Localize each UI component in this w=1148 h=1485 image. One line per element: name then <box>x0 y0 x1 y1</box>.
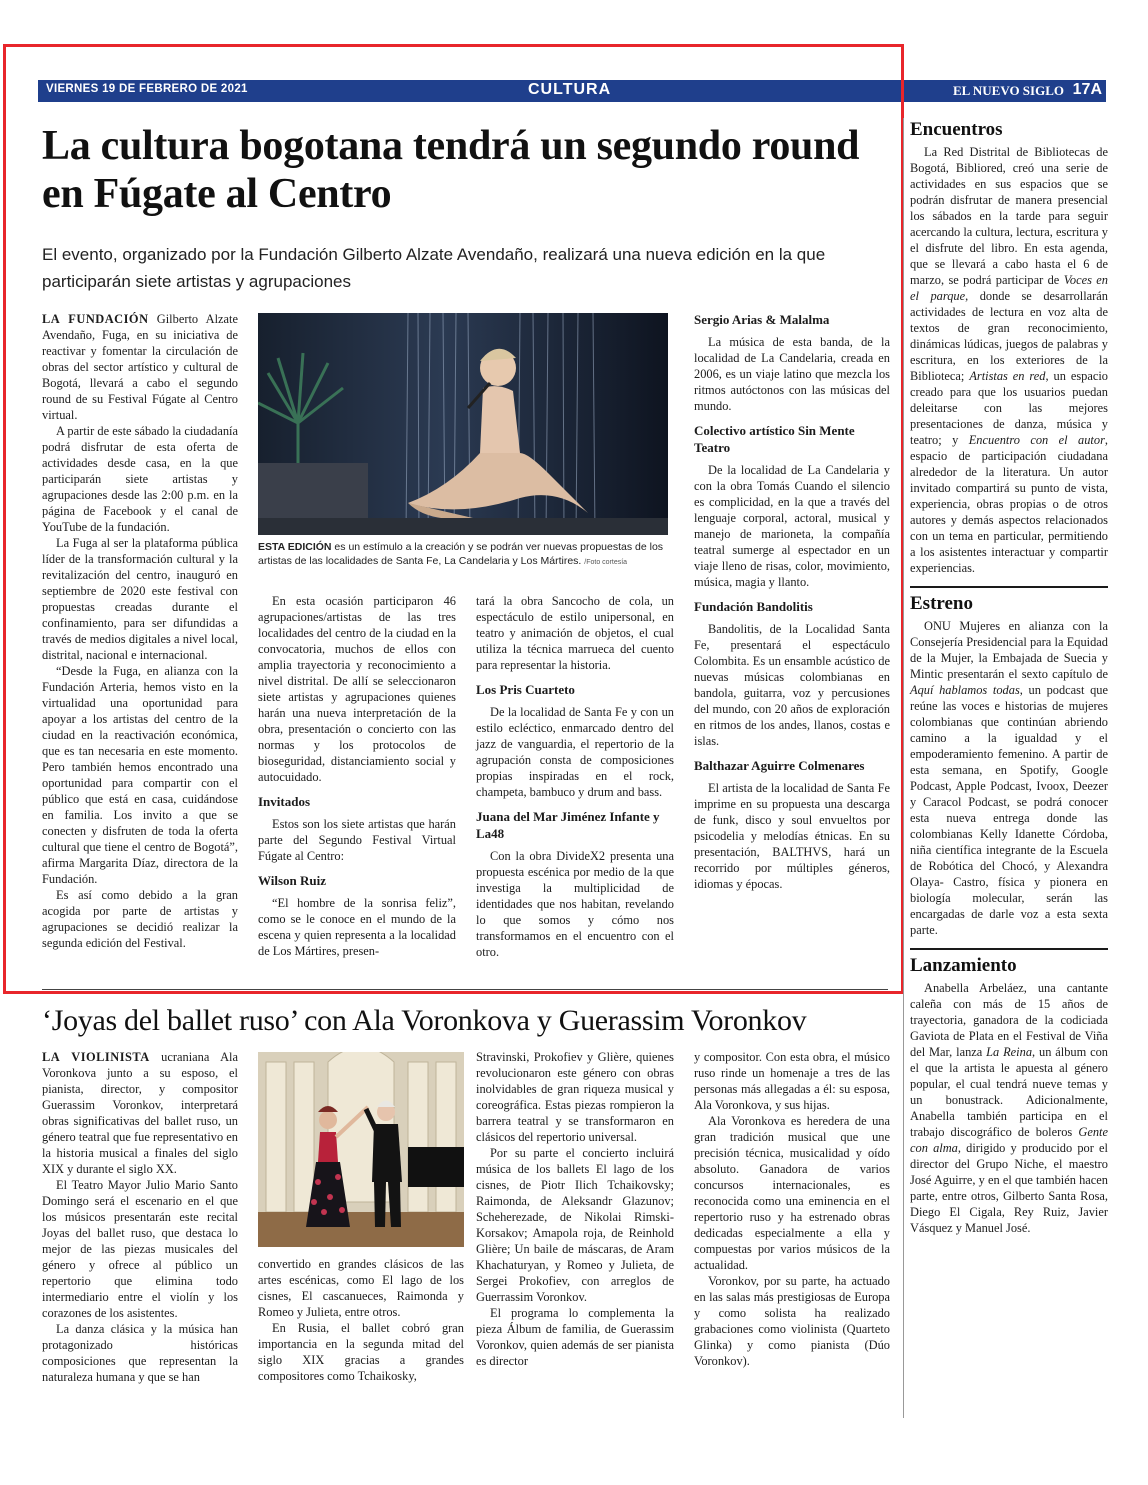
performer-photo <box>258 313 668 535</box>
subheading-colectivo: Colectivo artístico Sin Mente Teatro <box>694 423 855 455</box>
paragraph: En esta ocasión participaron 46 agrupaciones/artistas de las tres localidades del centro de la ciudad en la convocatoria, muchos de ellos con amplia trayectoria y reconocimiento a nivel distrital. De allí se seleccionaron siete artistas y agrupaciones quienes harán una nueva interpretación de la obra, presentación o concierto con las normas y los protocolos de bioseguridad, distanciamiento social y autocuidado. <box>258 594 456 784</box>
paragraph: De la localidad de Santa Fe y con un estilo ecléctico, enmarcado dentro del jazz de vanguardia, el repertorio de la agrupación consta de composiciones propias inspiradas en el rock, champeta, bambuco y drum and bass. <box>476 705 674 799</box>
main-subhead: El evento, organizado por la Fundación Gilberto Alzate Avendaño, realizará una nueva edición en la que participarán siete artistas y agrupaciones <box>42 245 826 291</box>
lead-word: LA FUNDACIÓN <box>42 312 149 326</box>
main-article-col-4 <box>694 311 890 892</box>
paragraph: convertido en grandes clásicos de las artes escénicas, como El lago de los cisnes, El cascanueces, Raimonda y Romeo y Julieta, entre otros. <box>258 1257 464 1319</box>
subheading-bandolitis: Fundación Bandolitis <box>694 599 813 614</box>
paragraph: Stravinski, Prokofiev y Glière, quienes revolucionaron este género con obras inolvidables de gran riqueza musical y coreográfica. Estas piezas rompieron la barrera teatral y se transformaron en clásicos del repertorio universal. <box>476 1050 674 1144</box>
page-number: 17A <box>1072 81 1102 98</box>
sidebar-rule <box>910 586 1108 588</box>
paragraph: ucraniana Ala Voronkova junto a su esposo, el pianista, director, y compositor Guerassim Voronkov, interpretará obras significativas del ballet ruso, un género teatral que fue representativo en la historia musical a finales del siglo XIX y durante el siglo XX. <box>42 1050 238 1176</box>
second-article-col-4 <box>694 1049 890 1369</box>
paragraph: Bandolitis, de la Localidad Santa Fe, presentará el espectáculo Colombita. Es un ensamble acústico de nuevas músicas colombianas en bandola, guitarra, voz y percusiones del mundo, con 20 años de exploración en ritmos de los andes, llanos, costas e islas. <box>694 622 890 748</box>
sidebar-title-encuentros: Encuentros <box>910 119 1003 140</box>
paragraph: y compositor. Con esta obra, el músico ruso rinde un homenaje a tres de las personas más allegadas a él: su esposa, Ala Voronkova, y sus hijas. <box>694 1050 890 1112</box>
paragraph: Es así como debido a la gran acogida por parte de artistas y agrupaciones se decidió realizar la segunda edición del Festival. <box>42 888 238 950</box>
second-article-col-2 <box>258 1256 464 1384</box>
section-name: CULTURA <box>528 81 612 98</box>
paragraph: El artista de la localidad de Santa Fe imprime en su propuesta una descarga de funk, disco y soul envueltos por psicodelia y melodías étnicas. En su presentación, BALTHVS, hará un recorrido por múltiples géneros, idiomas y épocas. <box>694 781 890 891</box>
paragraph: El programa lo complementa la pieza Álbum de familia, de Guerassim Voronkov, quien además de ser pianista es director <box>476 1306 674 1368</box>
subheading-invitados: Invitados <box>258 794 311 809</box>
paragraph: El Teatro Mayor Julio Mario Santo Domingo será el escenario en el que los músicos presentarán este recital Joyas del ballet ruso, que destaca lo mejor de las piezas musicales del género y ofrece al público un repertorio que elimina todo intermediario entre el violín y los corazones de los asistentes. <box>42 1178 238 1320</box>
article-divider <box>42 989 888 990</box>
paragraph: tará la obra Sancocho de cola, un espectáculo de estilo unipersonal, en teatro y animación de objetos, el cual utiliza la técnica marrueca del cuento para representar la historia. <box>476 594 674 672</box>
subheading-wilson-ruiz: Wilson Ruiz <box>258 873 327 888</box>
paragraph: A partir de este sábado la ciudadanía podrá disfrutar de esta oferta de actividades desde casa, en la que participarán siete artistas y agrupaciones desde las 2:00 p.m. en la página de Facebook y el canal de YouTube de la fundación. <box>42 424 238 534</box>
main-article-col-1 <box>42 311 238 951</box>
second-article-col-1 <box>42 1049 238 1385</box>
sidebar-title-lanzamiento: Lanzamiento <box>910 955 1017 976</box>
caption-text: es un estímulo a la creación y se podrán ver nuevas propuestas de los artistas de las localidades de Santa Fe, La Candelaria y Los Mártires. <box>258 541 664 567</box>
paragraph: De la localidad de La Candelaria y con la obra Tomás Cuando el silencio es complicidad, en la que a través del lenguaje corporal, actoral, musical y manejo de marioneta, la compañía teatral sumerge al espectador en un viaje lleno de risas, color, movimiento, música, magia y llanto. <box>694 463 890 589</box>
paragraph: “El hombre de la sonrisa feliz”, como se le conoce en el mundo de la escena y quien representa a la localidad de Los Mártires, presen- <box>258 896 456 958</box>
second-article-col-3 <box>476 1049 674 1369</box>
paragraph: Ala Voronkova es heredera de una gran tradición musical que une precisión técnica, musicalidad y oído absoluto. Ganadora de varios concursos internacionales, es reconocida como una eminencia en el repertorio ruso y ha estrenado obras dedicadas especialmente a ella y compuestas por varios músicos de la actualidad. <box>694 1114 890 1272</box>
sidebar-title-estreno: Estreno <box>910 593 973 614</box>
sidebar-rule <box>910 948 1108 950</box>
caption-lead: ESTA EDICIÓN <box>258 541 332 553</box>
second-headline: ‘Joyas del ballet ruso’ con Ala Voronkova y Guerassim Voronkov <box>42 1004 807 1037</box>
main-article-col-3 <box>476 593 674 960</box>
paragraph: La danza clásica y la música han protagonizado históricas composiciones que representan la naturaleza humana y que se han <box>42 1322 238 1384</box>
paragraph: Con la obra DivideX2 presenta una propuesta escénica por medio de la que investiga la multiplicidad de identidades que nos habitan, revelando lo que somos y cómo nos transformamos en el encuentro con el otro. <box>476 849 674 959</box>
main-article-col-2 <box>258 593 456 959</box>
paragraph: Gilberto Alzate Avendaño, Fuga, en su iniciativa de reactivar y fomentar la circulación de obras del sector artístico y cultural de Bogotá, llevará a cabo el segundo round de su Festival Fúgate al Centro virtual. <box>42 312 238 422</box>
subheading-sergio-arias: Sergio Arias & Malalma <box>694 312 830 327</box>
paragraph: La Fuga al ser la plataforma pública líder de la transformación cultural y la revitalización del centro, inauguró en septiembre de 2020 este festival con propuestas creadas durante el confinamiento, para ser difundidas a través de medios digitales a nivel local, distrital, nacional e internacional. <box>42 536 238 662</box>
main-headline: La cultura bogotana tendrá un segundo round en Fúgate al Centro <box>42 123 860 217</box>
subheading-juana-del-mar: Juana del Mar Jiménez Infante y La48 <box>476 809 660 841</box>
paragraph: Por su parte el concierto incluirá música de los ballets El lago de los cisnes, de Piotr Ilich Tchaikovsky; Raimonda, de Aleksandr Glazunov; Scheherezade, de Nikolai Rimski-Korsakov; Amapola roja, de Reinhold Glière; Un baile de máscaras, de Aram Khachaturyan, y Romeo y Julieta, de Sergei Prokofiev, con arreglos de Guerrassim Voronkov. <box>476 1146 674 1304</box>
photo-credit: /Foto cortesía <box>584 559 628 566</box>
paragraph: En Rusia, el ballet cobró gran importancia en la segunda mitad del siglo XIX gracias a grandes compositores como Tchaikosky, <box>258 1321 464 1383</box>
sidebar-divider <box>903 118 904 1418</box>
subheading-balthazar: Balthazar Aguirre Colmenares <box>694 758 865 773</box>
photo-caption <box>258 540 670 570</box>
paragraph: “Desde la Fuga, en alianza con la Fundación Arteria, hemos visto en la virtualidad una oportunidad para apoyar a los artistas del centro de la ciudad en la reactivación económica, que es tan necesaria en este momento. Pero también hemos encontrado una oportunidad para compartir con el público que está en casa, cuidándose en familia. Los invito a que se conecten y disfruten de toda la oferta cultural que tiene el centro de Bogotá”, afirma Margarita Díaz, directora de la Fundación. <box>42 664 238 886</box>
sidebar-text-estreno: ONU Mujeres en alianza con la Consejería Presidencial para la Equidad de la Mujer, la Embajada de Suecia y Mintic presentarán el sexto capítulo de Aquí hablamos todas, un podcast que reúne las voces e historias de mujeres colombianas que continúan abriendo camino a la igualdad y el empoderamiento femenino. A partir de esta semana, en Spotify, Google Podcast, Apple Podcast, Ivoox, Deezer y Caracol Podcast, se podrá conocer esta nueva entrega donde las colombianas Kelly Idanette Córdoba, niña científica integrante de la Escuela de Robótica del Chocó, y Alexandra Olaya- Castro, física y pionera en biología molecular, serán las encargadas de darle voz a esta sexta parte. <box>910 619 1108 937</box>
sidebar-briefs <box>910 119 1109 1236</box>
paragraph: Estos son los siete artistas que harán parte del Segundo Festival Virtual Fúgate al Centro: <box>258 817 456 863</box>
subheading-los-pris: Los Pris Cuarteto <box>476 682 575 697</box>
sidebar-text-lanzamiento: Anabella Arbeláez, una cantante caleña con más de 15 años de trayectoria, ganadora de la codiciada Gaviota de Plata en el Festival de Viña del Mar, lanza La Reina, un álbum con el que la artista le apuesta al género popular, el cual tendrá nueve temas y un bonustrack. Adicionalmente, Anabella también participa en el trabajo discográfico de boleros Gente con alma, dirigido y producido por el director del Grupo Niche, el maestro José Aguirre, y en el que también hacen parte, entre otros, Gilberto Santa Rosa, Diego El Cigala, Rey Ruiz, Javier Vásquez y Manuel José. <box>910 981 1109 1235</box>
newspaper-name: EL NUEVO SIGLO <box>953 83 1064 98</box>
issue-date: VIERNES 19 DE FEBRERO DE 2021 <box>46 83 248 95</box>
paragraph: La música de esta banda, de la localidad de La Candelaria, creada en 2006, es un viaje latino que mezcla los ritmos autóctonos con las músicas del mundo. <box>694 335 890 413</box>
lead-word: LA VIOLINISTA <box>42 1050 150 1064</box>
musicians-photo <box>258 1052 464 1247</box>
paragraph: Voronkov, por su parte, ha actuado en las salas más prestigiosas de Europa y como solista ha realizado grabaciones como violinista (Quarteto Glinka) y como pianista (Dúo Voronkov). <box>694 1274 890 1368</box>
sidebar-text-encuentros: La Red Distrital de Bibliotecas de Bogotá, Bibliored, creó una serie de actividades en sus espacios que se podrán disfrutar de manera presencial los sábados en la tarde para seguir acercando la cultura, lectura, escritura y el disfrute del libro. En esta agenda, que se llevará a cabo hasta el 6 de marzo, se podrá participar de Voces en el parque, donde se desarrollarán actividades de lectura en voz alta de textos de gran reconocimiento, dinámicas lúdicas, juegos de palabras y escritura, en los exteriores de la Biblioteca; Artistas en red, un espacio creado para que los usuarios puedan deleitarse con las mejores presentaciones de danza, música y teatro; y Encuentro con el autor, espacio de participación ciudadana alrededor de la literatura. Un autor invitado compartirá su punto de vista, experiencia, obras propias o de otros autores y demás aspectos relacionados con un tema en particular, permitiendo a los asistentes interactuar y compartir experiencias. <box>910 145 1109 575</box>
